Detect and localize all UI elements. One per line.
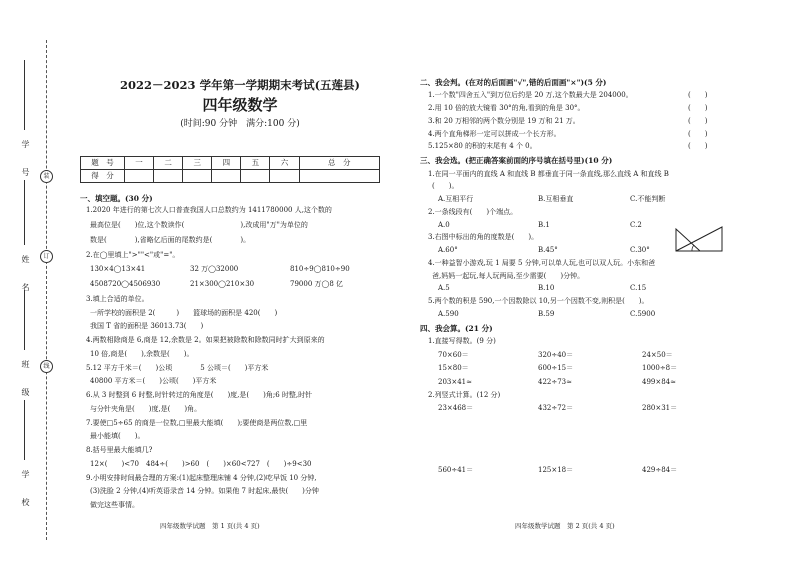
left-page-content bbox=[80, 194, 400, 510]
choice-option: A.60° bbox=[438, 246, 458, 254]
choice-option: A.0 bbox=[438, 220, 450, 229]
angle-figure bbox=[674, 225, 724, 253]
judge-text: 1.一个数"四舍五入"到万位后约是 20 万,这个数最大是 204000。 bbox=[428, 91, 633, 100]
choice-option: B.1 bbox=[538, 220, 550, 229]
class-label: 班 级 bbox=[21, 360, 30, 402]
choice-option: B.互相垂直 bbox=[538, 195, 574, 203]
question-line: 4.一种益智小游戏,玩 1 局要 5 分钟,可以单人玩,也可以双人玩。小东和爸 bbox=[428, 258, 656, 267]
question-line: 10 倍,商是( ),余数是( )。 bbox=[90, 349, 194, 358]
calc-item: 320÷40＝ bbox=[538, 350, 574, 359]
choice-options bbox=[420, 310, 760, 319]
choice-option: A.590 bbox=[438, 309, 459, 318]
score-cell: 总 分 bbox=[299, 157, 379, 170]
calc-item: 203×41≈ bbox=[438, 378, 472, 387]
judge-item bbox=[420, 91, 760, 100]
figure-triangle-right bbox=[676, 227, 722, 251]
judge-item bbox=[420, 142, 760, 151]
calc-item: 560÷41＝ bbox=[438, 466, 474, 474]
exam-subject: 四年级数学 bbox=[202, 96, 278, 114]
judge-answer-paren[interactable]: ( ) bbox=[688, 104, 708, 113]
calc-row bbox=[438, 466, 677, 475]
question-line: 做完这些事情。 bbox=[90, 501, 139, 510]
question-line: 一所学校的面积是 2( ) 篮球场的面积是 420( ) bbox=[90, 308, 278, 317]
judge-text: 2.用 10 倍的放大镜看 30°的角,看到的角是 30°。 bbox=[428, 104, 585, 113]
judge-answer-paren[interactable]: ( ) bbox=[688, 142, 708, 151]
choice-option: B.59 bbox=[538, 309, 555, 318]
question-line: 4.两数相除商是 6,商是 12,余数是 2。如果把被除数和除数同时扩大到原来的 bbox=[86, 336, 325, 345]
calc-item: 499×84≈ bbox=[642, 378, 676, 387]
calc-item: 429÷84＝ bbox=[642, 466, 678, 474]
score-entry[interactable] bbox=[241, 170, 270, 183]
calc-row bbox=[420, 364, 760, 373]
score-cell: 得 分 bbox=[81, 170, 125, 183]
binding-hole-zhuang: 装 bbox=[40, 170, 53, 183]
section-title: 二、我会判。(在对的后面画"√",错的后面画"×")(5 分) bbox=[420, 78, 607, 87]
question-line: 7.要使□5÷65 的商是一位数,□里最大能填( );要使商是两位数,□里 bbox=[86, 418, 308, 427]
judge-item bbox=[420, 117, 760, 126]
question-line: 1.2020 年进行的第七次人口普查我国人口总数约为 1411780000 人,这个数的 bbox=[86, 206, 332, 215]
binding-hole-xian: 线 bbox=[40, 360, 53, 373]
question-line: 40800 平方米＝( )公顷( )平方米 bbox=[90, 377, 217, 386]
name-line bbox=[24, 180, 25, 245]
question-line: 2.在◯里填上">""<"或"="。 bbox=[86, 250, 180, 259]
choice-option: B.10 bbox=[538, 284, 555, 293]
score-entry[interactable] bbox=[183, 170, 212, 183]
score-entry[interactable] bbox=[212, 170, 241, 183]
choice-options bbox=[420, 284, 760, 293]
calc-item: 422÷73≈ bbox=[538, 378, 572, 387]
calc-row bbox=[420, 404, 760, 413]
figure-angle-arc bbox=[692, 245, 694, 251]
score-cell: 题 号 bbox=[81, 157, 125, 170]
name-label: 姓 名 bbox=[21, 255, 30, 297]
choice-option: A.互相平行 bbox=[438, 195, 474, 203]
calc-item: 1000÷8＝ bbox=[642, 364, 678, 373]
calc-item: 432÷72＝ bbox=[538, 403, 574, 412]
page-footer-2: 四年级数学试题 第 2 页(共 4 页) bbox=[515, 522, 615, 530]
compare-item: 79000 万◯8 亿 bbox=[290, 280, 344, 289]
binding-hole-ding: 订 bbox=[40, 250, 53, 263]
class-line bbox=[24, 290, 25, 350]
choice-option: C.30° bbox=[630, 246, 650, 254]
exam-title: 2022－2023 学年第一学期期末考试(五莲县) bbox=[120, 78, 360, 92]
judge-item bbox=[420, 104, 760, 113]
binding-strip bbox=[6, 40, 68, 540]
student-id-label: 学 号 bbox=[21, 140, 30, 182]
question-line: 12×( )<70 484÷( )>60 ( )×60<727 ( )÷9<30 bbox=[90, 459, 312, 468]
choice-options bbox=[420, 195, 760, 204]
binding-dashed-line bbox=[46, 40, 47, 540]
compare-item: 810÷9◯810÷90 bbox=[290, 265, 350, 274]
score-table-score-row bbox=[81, 170, 380, 183]
judge-text: 3.和 20 万相邻的两个数分别是 19 万和 21 万。 bbox=[428, 116, 580, 125]
question-line: 2.列竖式计算。(12 分) bbox=[428, 390, 501, 399]
compare-row bbox=[80, 280, 400, 289]
exam-time-score: (时间:90 分钟 满分:100 分) bbox=[180, 119, 300, 129]
judge-answer-paren[interactable]: ( ) bbox=[688, 116, 708, 125]
school-line bbox=[24, 400, 25, 460]
score-cell: 五 bbox=[241, 157, 270, 170]
judge-text: 4.两个直角梯形一定可以拼成一个长方形。 bbox=[428, 129, 561, 138]
calc-item: 125×18＝ bbox=[538, 466, 574, 474]
score-table-header-row bbox=[81, 157, 380, 170]
question-line: 6.从 3 时整到 6 时整,时针转过的角度是( )度,是( )角;6 时整,时针 bbox=[86, 391, 313, 400]
choice-option: C.15 bbox=[630, 284, 647, 293]
calc-row bbox=[420, 351, 760, 360]
question-line: 9.小明安排时间最合理的方案:(1)起床整理床铺 4 分钟,(2)吃早饭 10 分钟, bbox=[86, 473, 317, 482]
compare-item: 4508720◯4506930 bbox=[90, 280, 161, 289]
student-id-line bbox=[24, 60, 25, 130]
question-line: 数是( ),省略亿后面的尾数约是( )。 bbox=[90, 235, 251, 244]
question-line: 1.在同一平面内的直线 A 和直线 B 都垂直于同一条直线,那么直线 A 和直线 B bbox=[428, 169, 669, 178]
calc-item: 280×31＝ bbox=[642, 403, 678, 412]
compare-item: 32 万◯32000 bbox=[190, 265, 239, 274]
section-title: 四、我会算。(21 分) bbox=[420, 323, 493, 333]
score-entry[interactable] bbox=[270, 170, 299, 183]
calc-item: 70×60＝ bbox=[438, 350, 469, 359]
choice-option: C.5900 bbox=[630, 309, 656, 318]
judge-text: 5.125×80 的积的末尾有 4 个 0。 bbox=[428, 142, 537, 151]
judge-item bbox=[420, 130, 760, 139]
score-entry[interactable] bbox=[299, 170, 379, 183]
calc-item: 24×50＝ bbox=[642, 350, 673, 359]
score-entry[interactable] bbox=[125, 170, 154, 183]
choice-option: C.2 bbox=[630, 220, 642, 229]
question-line: 我国 T 省的面积是 36013.73( ) bbox=[90, 322, 204, 331]
score-table bbox=[80, 156, 380, 183]
calc-item: 23×468＝ bbox=[438, 403, 474, 412]
judge-answer-paren[interactable]: ( ) bbox=[688, 129, 708, 138]
question-line: 爸,妈妈一起玩,每人玩两局,至少需要( )分钟。 bbox=[432, 271, 585, 280]
school-label: 学 校 bbox=[21, 470, 30, 512]
question-line: 最小能填( )。 bbox=[90, 432, 145, 441]
calc-item: 15×80＝ bbox=[438, 364, 469, 373]
choice-option: C.不能判断 bbox=[630, 195, 666, 203]
question-line: 3.填上合适的单位。 bbox=[86, 294, 149, 303]
section-title: 三、我会选。(把正确答案前面的序号填在括号里)(10 分) bbox=[420, 156, 613, 166]
choice-option: B.45° bbox=[538, 246, 558, 254]
question-line: (3)洗脸 2 分钟,(4)听英语录音 14 分钟。如果他 7 时起床,最快( )分钟 bbox=[90, 487, 319, 496]
question-line: 5.两个数的积是 590,一个因数除以 10,另一个因数不变,则积是( )。 bbox=[428, 297, 649, 305]
score-cell: 二 bbox=[154, 157, 183, 170]
question-line: 1.直接写得数。(9 分) bbox=[428, 336, 496, 345]
question-line: 最高位是( )位,这个数读作( ),改成用"万"为单位的 bbox=[90, 221, 308, 230]
question-line: 2.一条线段有( )个端点。 bbox=[428, 207, 518, 216]
compare-row bbox=[80, 265, 400, 274]
compare-item: 130×4◯13×41 bbox=[90, 265, 146, 274]
score-cell: 六 bbox=[270, 157, 299, 170]
judge-answer-paren[interactable]: ( ) bbox=[688, 91, 708, 100]
score-cell: 四 bbox=[212, 157, 241, 170]
page-footer-1: 四年级数学试题 第 1 页(共 4 页) bbox=[160, 522, 260, 530]
score-entry[interactable] bbox=[154, 170, 183, 183]
choice-option: A.5 bbox=[438, 284, 450, 293]
compare-item: 21×300◯210×30 bbox=[190, 280, 255, 289]
section-title: 一、填空题。(30 分) bbox=[80, 194, 153, 203]
question-line: 5.12 平方千米＝( )公顷 5 公顷＝( )平方米 bbox=[86, 363, 269, 372]
score-cell: 一 bbox=[125, 157, 154, 170]
calc-item: 600÷15＝ bbox=[538, 364, 574, 373]
score-cell: 三 bbox=[183, 157, 212, 170]
question-line: 8.括号里最大能填几? bbox=[86, 446, 153, 455]
question-line: 3.右图中标出的角的度数是( )。 bbox=[428, 233, 539, 242]
question-line: ( )。 bbox=[432, 182, 459, 191]
calc-row bbox=[420, 378, 760, 387]
question-line: 与分针夹角是( )度,是( )角。 bbox=[90, 404, 202, 413]
